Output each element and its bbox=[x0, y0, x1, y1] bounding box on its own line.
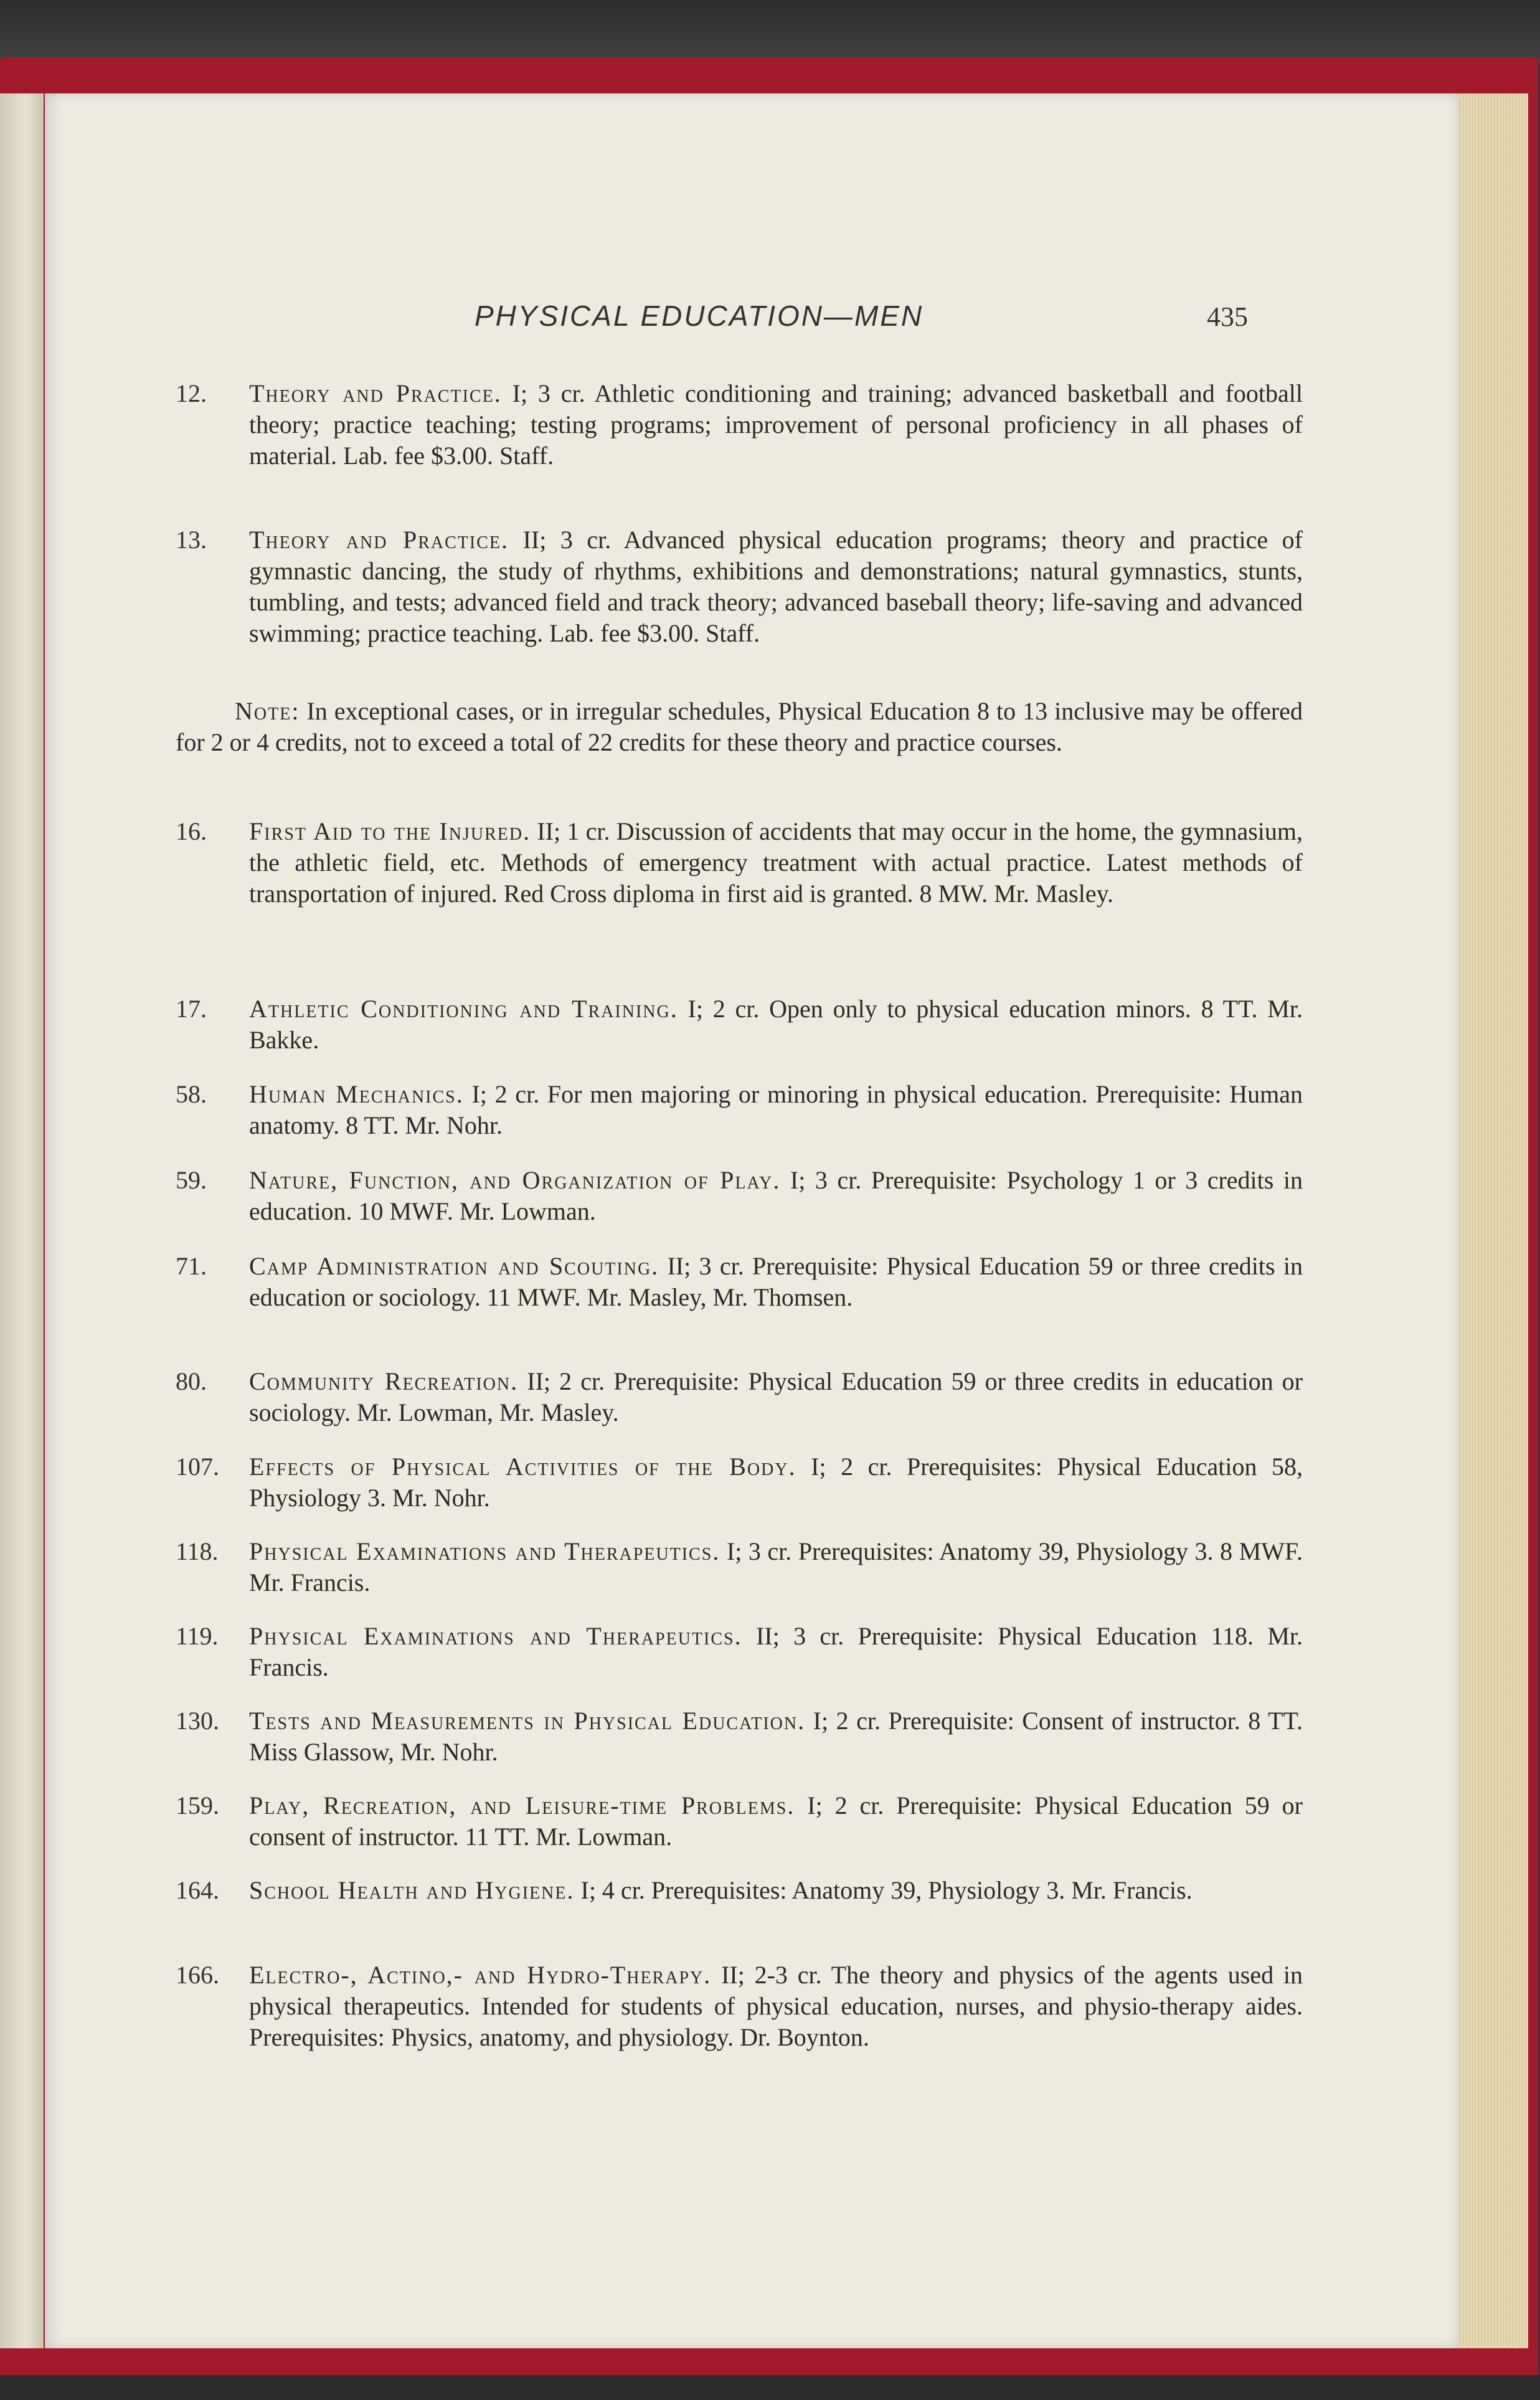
course-details: I; 4 cr. Prerequisites: Anatomy 39, Physiology 3. Mr. Francis. bbox=[580, 1876, 1193, 1904]
course-title: Physical Examinations and Therapeutics. bbox=[249, 1622, 742, 1650]
course-details: I; 2 cr. For men majoring or minoring in physical education. Prerequisite: Human anatomy. 8 TT. Mr. Nohr. bbox=[249, 1080, 1303, 1139]
course-number: 80. bbox=[176, 1367, 207, 1395]
course-description bbox=[249, 1165, 1303, 1227]
course-title: Effects of Physical Activities of the Body. bbox=[249, 1453, 796, 1481]
course-title: Physical Examinations and Therapeutics. bbox=[249, 1537, 720, 1565]
course-title: Theory and Practice. bbox=[249, 379, 502, 407]
course-title: Human Mechanics. bbox=[249, 1080, 464, 1108]
course-description bbox=[249, 1451, 1303, 1514]
course-details: II; 3 cr. Prerequisite: Physical Education 59 or three credits in education or sociology. 11 MWF. Mr. Masley, Mr. Thomsen. bbox=[249, 1252, 1303, 1311]
course-description bbox=[249, 1366, 1303, 1428]
course-number: 130. bbox=[176, 1707, 219, 1735]
book-page bbox=[45, 93, 1458, 2348]
course-title: First Aid to the Injured. bbox=[249, 817, 531, 845]
course-description bbox=[249, 1079, 1303, 1141]
course-details: II; 3 cr. Prerequisite: Physical Education 118. Mr. Francis. bbox=[249, 1622, 1303, 1681]
note-label: Note: bbox=[235, 697, 300, 725]
course-title: Athletic Conditioning and Training. bbox=[249, 995, 678, 1023]
course-details: I; 3 cr. Prerequisite: Psychology 1 or 3 credits in education. 10 MWF. Mr. Lowman. bbox=[249, 1166, 1303, 1225]
page-content bbox=[45, 93, 1458, 2348]
course-number: 58. bbox=[176, 1080, 207, 1108]
course-details: II; 2 cr. Prerequisite: Physical Education 59 or three credits in education or sociology. Mr. Lowman, Mr. Masley. bbox=[249, 1367, 1303, 1426]
course-number: 159. bbox=[176, 1791, 219, 1819]
course-description bbox=[249, 524, 1303, 649]
page-stack-edge bbox=[1457, 93, 1528, 2348]
course-description bbox=[249, 1705, 1303, 1768]
course-number: 166. bbox=[176, 1961, 219, 1989]
course-number: 118. bbox=[176, 1537, 219, 1565]
page-number: 435 bbox=[1207, 301, 1248, 332]
course-number: 119. bbox=[176, 1622, 219, 1650]
scanner-background-top bbox=[0, 0, 1540, 62]
course-description bbox=[249, 1875, 1303, 1906]
course-description bbox=[249, 994, 1303, 1056]
course-number: 71. bbox=[176, 1252, 207, 1280]
course-details: II; 2-3 cr. The theory and physics of the agents used in physical therapeutics. Intended for students of physical education, nurses, and physio-therapy aides. Prerequisites: Physics, anatomy, and physiology. Dr. Boynton. bbox=[249, 1961, 1303, 2051]
course-number: 13. bbox=[176, 526, 207, 554]
course-description bbox=[249, 1960, 1303, 2053]
course-title: Electro-, Actino,- and Hydro-Therapy. bbox=[249, 1961, 712, 1989]
course-description bbox=[249, 1251, 1303, 1313]
course-description bbox=[249, 1536, 1303, 1598]
course-title: School Health and Hygiene. bbox=[249, 1876, 575, 1904]
course-description bbox=[249, 1790, 1303, 1852]
note-paragraph bbox=[176, 696, 1303, 758]
note-text: In exceptional cases, or in irregular schedules, Physical Education 8 to 13 inclusive may be offered for 2 or 4 credits, not to exceed a total of 22 credits for these theory and practice courses. bbox=[176, 697, 1303, 756]
course-description bbox=[249, 1621, 1303, 1683]
course-title: Theory and Practice. bbox=[249, 526, 509, 554]
course-number: 59. bbox=[176, 1166, 207, 1194]
course-title: Camp Administration and Scouting. bbox=[249, 1252, 659, 1280]
course-description bbox=[249, 378, 1303, 472]
running-head: PHYSICAL EDUCATION—MEN bbox=[475, 300, 924, 332]
course-number: 107. bbox=[176, 1453, 219, 1481]
course-title: Play, Recreation, and Leisure-time Problems. bbox=[249, 1791, 795, 1819]
course-details: I; 2 cr. Prerequisite: Consent of instructor. 8 TT. Miss Glassow, Mr. Nohr. bbox=[249, 1707, 1303, 1766]
course-number: 16. bbox=[176, 817, 207, 845]
course-title: Tests and Measurements in Physical Education. bbox=[249, 1707, 806, 1735]
course-details: I; 3 cr. Athletic conditioning and training; advanced basketball and football theory; practice teaching; testing programs; improvement of personal proficiency in all phases of material. Lab. fee $3.00. Staff. bbox=[249, 379, 1303, 470]
course-details: I; 2 cr. Open only to physical education minors. 8 TT. Mr. Bakke. bbox=[249, 995, 1303, 1054]
scanner-background-bottom bbox=[0, 2375, 1540, 2400]
course-description bbox=[249, 816, 1303, 909]
course-details: I; 2 cr. Prerequisites: Physical Education 58, Physiology 3. Mr. Nohr. bbox=[249, 1453, 1303, 1512]
course-title: Community Recreation. bbox=[249, 1367, 519, 1395]
course-number: 17. bbox=[176, 995, 207, 1023]
course-details: II; 3 cr. Advanced physical education programs; theory and practice of gymnastic dancing, the study of rhythms, exhibitions and demonstrations; natural gymnastics, stunts, tumbling, and tests; advanced field and track theory; advanced baseball theory; life-saving and advanced swimming; practice teaching. Lab. fee $3.00. Staff. bbox=[249, 526, 1303, 647]
course-details: I; 2 cr. Prerequisite: Physical Education 59 or consent of instructor. 11 TT. Mr. Lowman. bbox=[249, 1791, 1303, 1851]
course-title: Nature, Function, and Organization of Play. bbox=[249, 1166, 781, 1194]
course-number: 12. bbox=[176, 379, 207, 407]
previous-page-edge bbox=[0, 93, 44, 2348]
course-details: II; 1 cr. Discussion of accidents that may occur in the home, the gymnasium, the athletic field, etc. Methods of emergency treatment with actual practice. Latest methods of transportation of injured. Red Cross diploma in first aid is granted. 8 MW. Mr. Masley. bbox=[249, 817, 1303, 908]
course-details: I; 3 cr. Prerequisites: Anatomy 39, Physiology 3. 8 MWF. Mr. Francis. bbox=[249, 1537, 1303, 1596]
course-number: 164. bbox=[176, 1876, 219, 1904]
